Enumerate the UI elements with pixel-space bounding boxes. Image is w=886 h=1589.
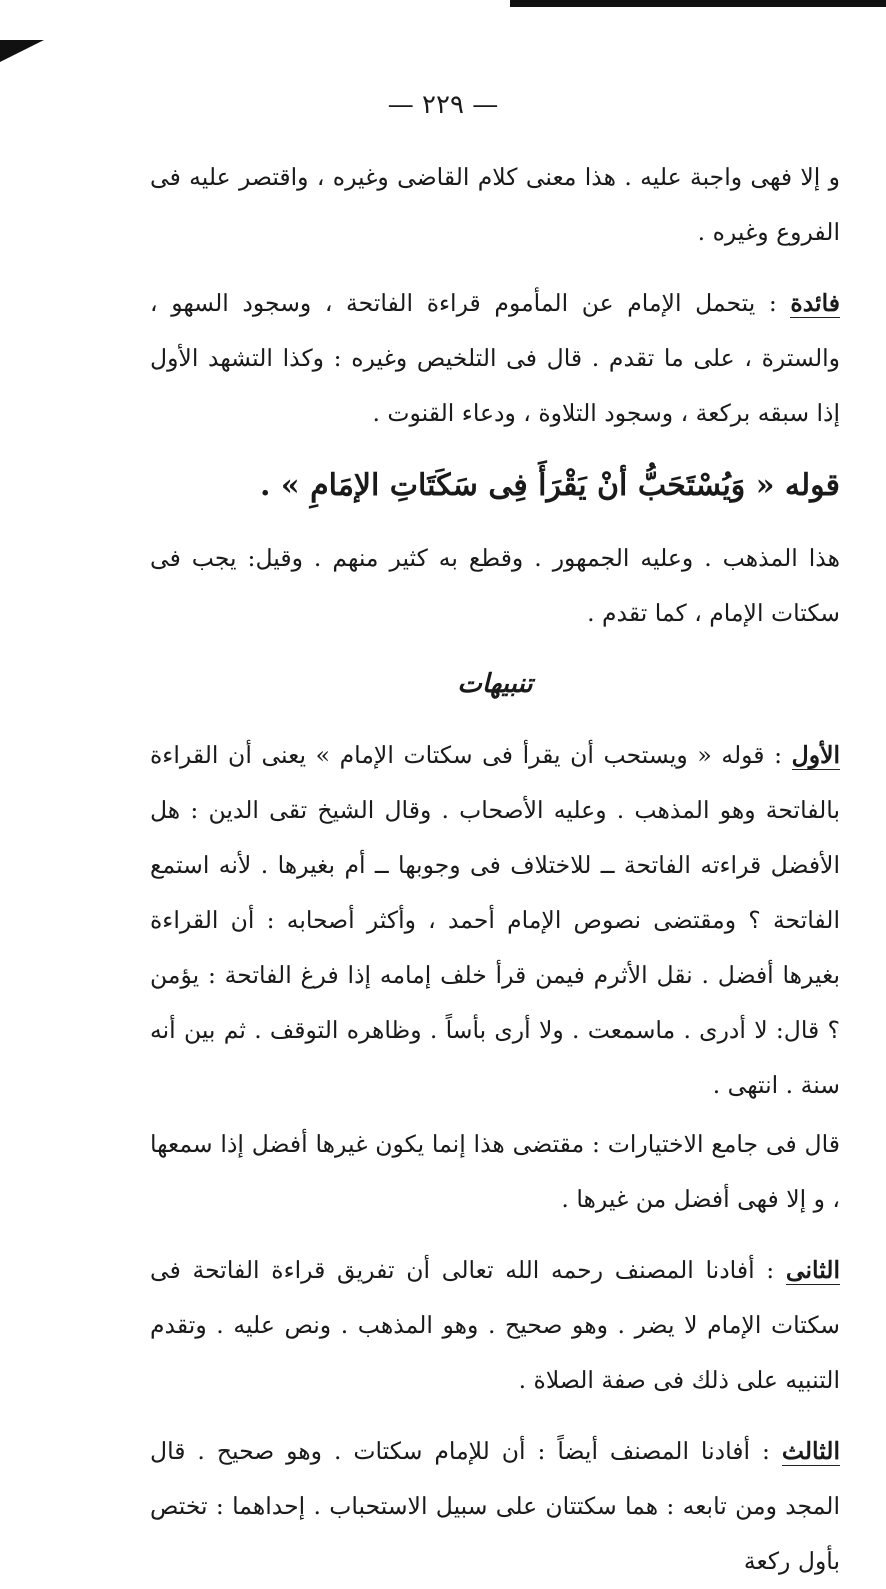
paragraph-continuation: و إلا فهى واجبة عليه . هذا معنى كلام القاضى وغيره ، واقتصر عليه فى الفروع وغيره . [150, 163, 840, 246]
paragraph-second [150, 1243, 840, 1408]
first-label: الأول [791, 741, 840, 769]
second-text: : أفادنا المصنف رحمه الله تعالى أن تفريق قراءة الفاتحة فى سكتات الإمام لا يضر . وهو صحيح . وهو المذهب . ونص عليه . وتقدم التنبيه على ذلك فى صفة الصلاة . [150, 1256, 840, 1394]
second-label: الثانى [785, 1256, 840, 1284]
third-label: الثالث [781, 1437, 840, 1465]
paragraph-faida [150, 276, 840, 441]
quoted-heading: قوله « وَيُسْتَحَبُّ أنْ يَقْرَأَ فِى سَكَتَاتِ الإمَامِ » . [260, 468, 840, 503]
page-number: — ٢٢٩ — [387, 90, 499, 120]
section-title: تنبيهات [457, 669, 533, 699]
faida-label: فائدة [790, 289, 840, 317]
paragraph-first [150, 728, 840, 1113]
first-text: : قوله « ويستحب أن يقرأ فى سكتات الإمام » يعنى أن القراءة بالفاتحة وهو المذهب . وعليه الأصحاب . وقال الشيخ تقى الدين : هل الأفضل قراءته الفاتحة ــ للاختلاف فى وجوبها ــ أم بغيرها . لأنه استمع الفاتحة ؟ ومقتضى نصوص الإمام أحمد ، وأكثر أصحابه : أن القراءة بغيرها أفضل . نقل الأثرم فيمن قرأ خلف إمامه إذا فرغ الفاتحة : يؤمن ؟ قال: لا أدرى . ماسمعت . ولا أرى بأساً . وظاهره التوقف . ثم بين أنه سنة . انتهى . [150, 741, 840, 1099]
faida-text: : يتحمل الإمام عن المأموم قراءة الفاتحة ، وسجود السهو ، والسترة ، على ما تقدم . قال فى التلخيص وغيره : وكذا التشهد الأول إذا سبقه بركعة ، وسجود التلاوة ، ودعاء القنوت . [150, 289, 840, 427]
paragraph-third [150, 1424, 840, 1589]
scan-edge-top [510, 0, 886, 7]
paragraph-jami: قال فى جامع الاختيارات : مقتضى هذا إنما يكون غيرها أفضل إذا سمعها ، و إلا فهى أفضل من غيرها . [150, 1130, 840, 1213]
page-body [150, 150, 840, 1575]
paragraph-madhhab: هذا المذهب . وعليه الجمهور . وقطع به كثير منهم . وقيل: يجب فى سكتات الإمام ، كما تقدم . [150, 544, 840, 627]
third-text: : أفادنا المصنف أيضاً : أن للإمام سكتات . وهو صحيح . قال المجد ومن تابعه : هما سكتتان على سبيل الاستحباب . إحداهما : تختص بأول ركعة [150, 1437, 840, 1575]
